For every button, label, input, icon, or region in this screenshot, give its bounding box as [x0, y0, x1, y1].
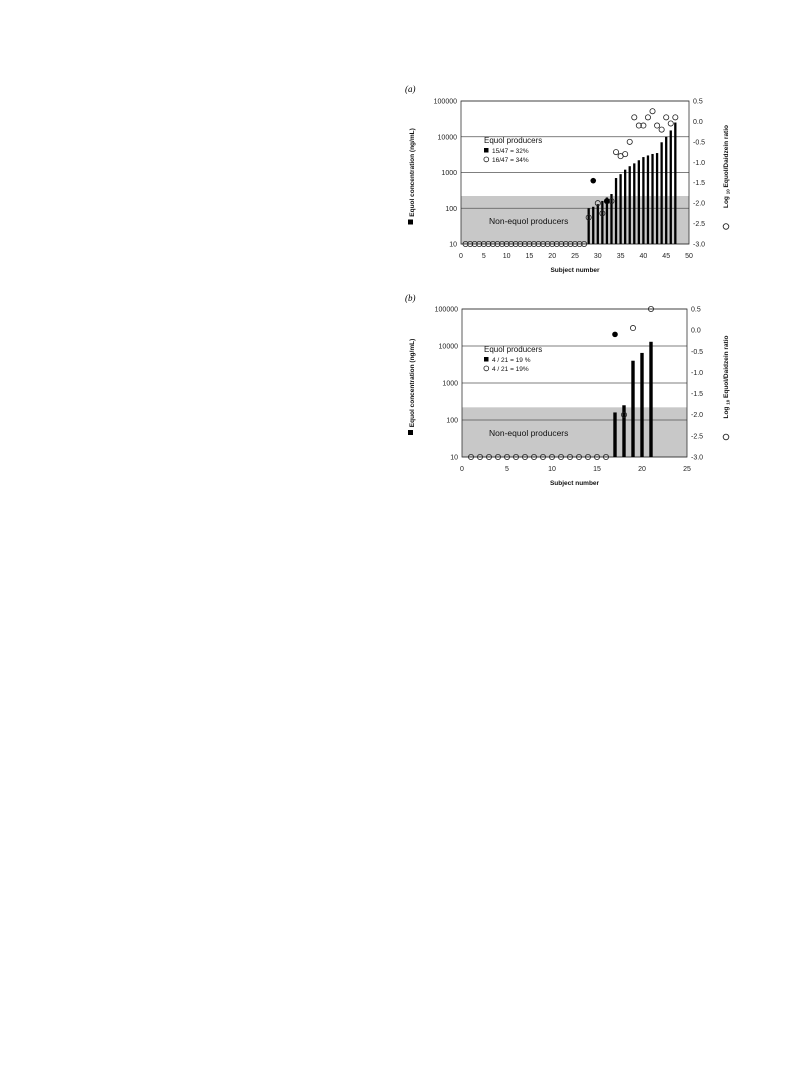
legend-marker-circle — [484, 366, 489, 371]
bar — [622, 405, 625, 457]
filled-ratio-point — [604, 198, 610, 204]
bar — [656, 153, 658, 244]
legend-title: Equol producers — [484, 136, 543, 145]
bar — [619, 174, 621, 244]
legend-title: Equol producers — [484, 345, 543, 354]
x-tick-label: 15 — [593, 466, 601, 473]
ratio-point — [673, 115, 678, 120]
bar — [642, 157, 644, 244]
bar — [588, 208, 590, 244]
y2-tick-label: -1.5 — [693, 180, 706, 188]
bar — [640, 353, 643, 457]
legend-entry: 4 / 21 = 19 % — [492, 357, 531, 364]
y2-axis-title-subscript: 10 — [725, 399, 731, 405]
bar — [633, 163, 635, 244]
bar — [665, 137, 667, 244]
filled-ratio-point — [590, 178, 596, 184]
region-label: Non-equol producers — [489, 428, 569, 438]
x-tick-label: 15 — [525, 253, 534, 260]
legend-marker-square — [484, 148, 489, 153]
bar — [615, 178, 617, 244]
y2-tick-label: -0.5 — [693, 139, 706, 147]
x-tick-label: 5 — [481, 253, 486, 260]
x-tick-label: 20 — [548, 253, 557, 260]
y-tick-label: 10 — [449, 241, 457, 249]
bar — [624, 170, 626, 244]
bar — [597, 204, 599, 244]
x-tick-label: 25 — [571, 253, 579, 260]
x-tick-label: 5 — [505, 466, 509, 473]
y-axis-title: Equol concentration (ng/mL) — [409, 338, 416, 428]
x-axis-title: Subject number — [549, 480, 600, 487]
panel-label: (a) — [405, 84, 416, 94]
legend-entry: 4 / 21 = 19% — [492, 366, 529, 373]
y2-tick-label: -1.5 — [691, 391, 704, 399]
bar — [631, 361, 634, 457]
y2-axis-title — [723, 335, 731, 418]
x-tick-label: 50 — [685, 253, 693, 260]
ratio-point — [645, 115, 650, 120]
y-axis-marker — [408, 220, 413, 225]
bar — [610, 194, 612, 244]
bar — [629, 166, 631, 244]
y2-axis-title-suffix: Equol/Daidzein ratio — [723, 124, 730, 190]
y-axis-title: Equol concentration (ng/mL) — [409, 128, 416, 217]
ratio-point — [650, 109, 655, 114]
bar — [649, 342, 652, 457]
y-tick-label: 100 — [445, 205, 457, 213]
y2-axis-title — [723, 125, 731, 208]
x-tick-label: 25 — [683, 466, 691, 473]
y2-axis-title-prefix: Log — [723, 404, 730, 419]
y-tick-label: 100000 — [434, 306, 458, 314]
y2-tick-label: 0.0 — [691, 327, 701, 335]
y2-axis-title-suffix: Equol/Daidzein ratio — [723, 335, 730, 400]
y2-tick-label: 0.5 — [691, 306, 701, 314]
y2-axis-title-subscript: 10 — [725, 189, 731, 195]
x-tick-label: 0 — [460, 466, 464, 473]
chart-panel-b — [405, 293, 731, 487]
ratio-point — [623, 152, 628, 157]
y2-tick-label: -2.0 — [691, 412, 704, 420]
y2-axis-title-prefix: Log — [723, 194, 730, 209]
x-tick-label: 45 — [662, 253, 671, 260]
legend-entry: 15/47 = 32% — [492, 148, 529, 155]
y2-tick-label: -3.0 — [691, 454, 704, 462]
y2-axis-marker — [723, 224, 729, 230]
y-tick-label: 10000 — [437, 134, 457, 142]
bar — [651, 154, 653, 244]
ratio-point — [632, 115, 637, 120]
y2-axis-marker — [723, 434, 729, 440]
bar — [638, 160, 640, 244]
bar — [601, 201, 603, 244]
x-tick-label: 0 — [459, 253, 463, 260]
ratio-point — [654, 123, 659, 128]
y2-tick-label: -2.5 — [691, 433, 704, 441]
y2-tick-label: -3.0 — [693, 241, 706, 249]
y2-tick-label: 0.0 — [693, 118, 703, 126]
y-tick-label: 1000 — [442, 380, 458, 388]
x-tick-label: 40 — [639, 253, 648, 260]
y2-tick-label: -0.5 — [691, 348, 704, 356]
x-tick-label: 10 — [548, 466, 556, 473]
y-tick-label: 1000 — [441, 170, 457, 177]
filled-ratio-point — [612, 332, 618, 338]
bar — [670, 130, 672, 244]
legend-marker-circle — [484, 157, 489, 162]
bar — [660, 142, 662, 244]
ratio-point — [613, 149, 618, 154]
bar — [613, 412, 616, 457]
x-tick-label: 35 — [616, 253, 625, 260]
y-tick-label: 100 — [446, 417, 458, 425]
y-tick-label: 10 — [450, 454, 458, 462]
y2-tick-label: 0.5 — [693, 98, 703, 106]
bar — [647, 155, 649, 244]
bar — [674, 123, 676, 244]
ratio-point — [664, 115, 669, 120]
y2-tick-label: -1.0 — [691, 369, 704, 377]
x-tick-label: 30 — [593, 253, 602, 260]
ratio-point — [627, 139, 632, 144]
ratio-point — [630, 325, 635, 330]
region-label: Non-equol producers — [489, 216, 569, 226]
panel-label: (b) — [405, 293, 416, 303]
ratio-point — [659, 127, 664, 132]
bar — [592, 207, 594, 244]
x-tick-label: 10 — [502, 253, 511, 260]
legend-entry: 16/47 = 34% — [492, 157, 529, 164]
y2-tick-label: -2.5 — [693, 221, 706, 229]
y-tick-label: 100000 — [433, 98, 457, 106]
y-axis-marker — [408, 430, 413, 435]
y2-tick-label: -2.0 — [693, 200, 706, 208]
legend-marker-square — [484, 357, 489, 362]
x-axis-title: Subject number — [550, 267, 600, 274]
ratio-point — [668, 121, 673, 126]
chart-panel-a — [405, 84, 731, 274]
x-tick-label: 20 — [638, 466, 646, 473]
y-tick-label: 10000 — [438, 343, 458, 351]
y2-tick-label: -1.0 — [693, 159, 706, 167]
bar — [606, 197, 608, 244]
